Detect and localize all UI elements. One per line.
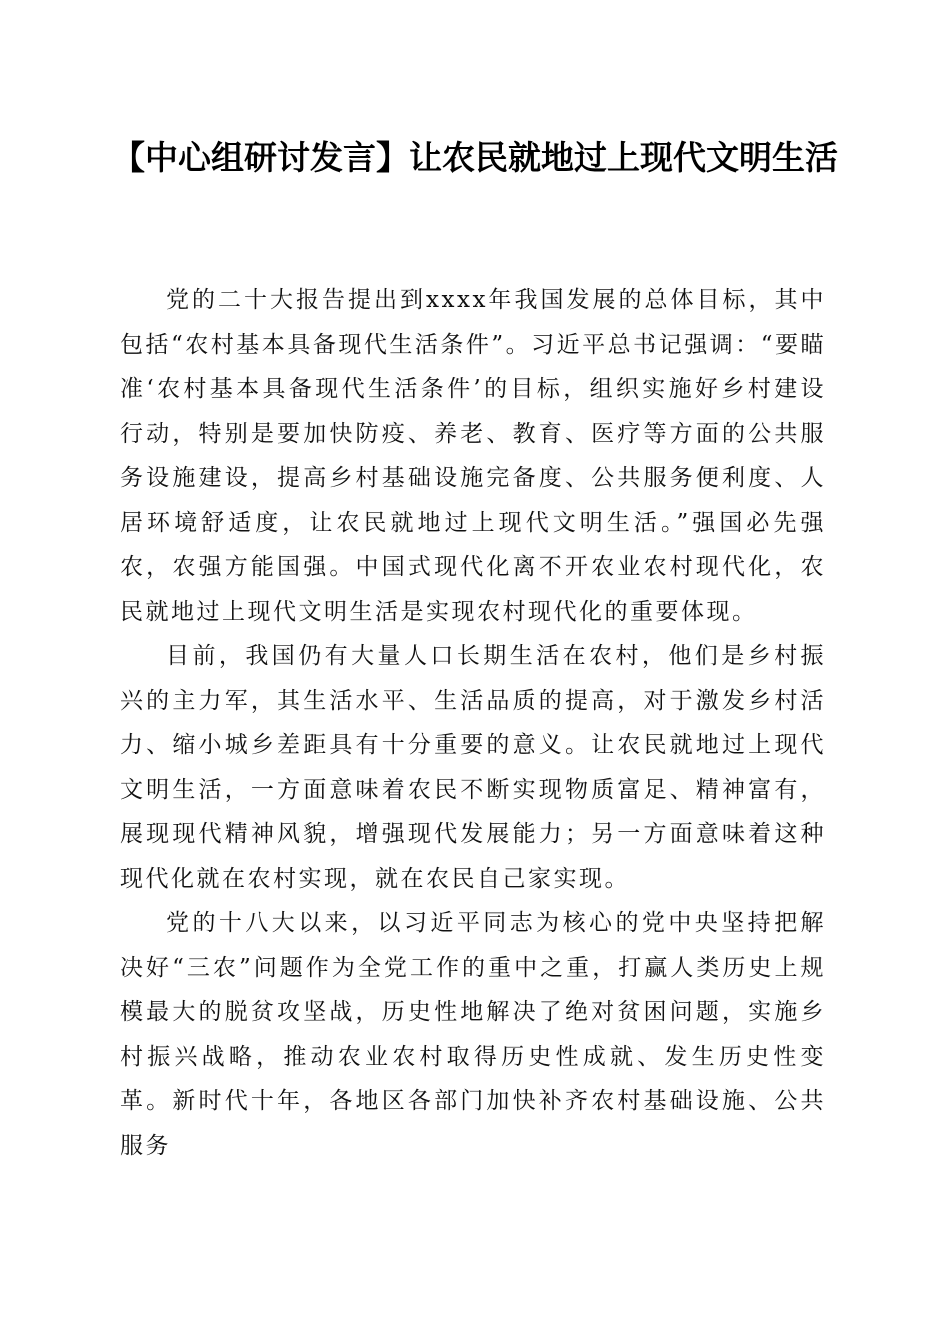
paragraph-3: 党的十八大以来，以习近平同志为核心的党中央坚持把解决好“三农”问题作为全党工作的重中之重，打赢人类历史上规模最大的脱贫攻坚战，历史性地解决了绝对贫困问题，实施乡村振兴战略，推动农业农村取得历史性成就、发生历史性变革。新时代十年，各地区各部门加快补齐农村基础设施、公共服务 xyxy=(120,910,826,1159)
document-title: 【中心组研讨发言】让农民就地过上现代文明生活 xyxy=(112,138,838,177)
paragraph-1: 党的二十大报告提出到xxxx年我国发展的总体目标，其中包括“农村基本具备现代生活条件”。习近平总书记强调：“要瞄准‘农村基本具备现代生活条件’的目标，组织实施好乡村建设行动，特别是要加快防疫、养老、教育、医疗等方面的公共服务设施建设，提高乡村基础设施完备度、公共服务便利度、人居环境舒适度，让农民就地过上现代文明生活。”强国必先强农，农强方能国强。中国式现代化离不开农业农村现代化，农民就地过上现代文明生活是实现农村现代化的重要体现。 xyxy=(120,287,826,625)
document-body xyxy=(120,278,826,1168)
paragraph-2: 目前，我国仍有大量人口长期生活在农村，他们是乡村振兴的主力军，其生活水平、生活品质的提高，对于激发乡村活力、缩小城乡差距具有十分重要的意义。让农民就地过上现代文明生活，一方面意味着农民不断实现物质富足、精神富有，展现现代精神风貌，增强现代发展能力；另一方面意味着这种现代化就在农村实现，就在农民自己家实现。 xyxy=(120,643,826,892)
